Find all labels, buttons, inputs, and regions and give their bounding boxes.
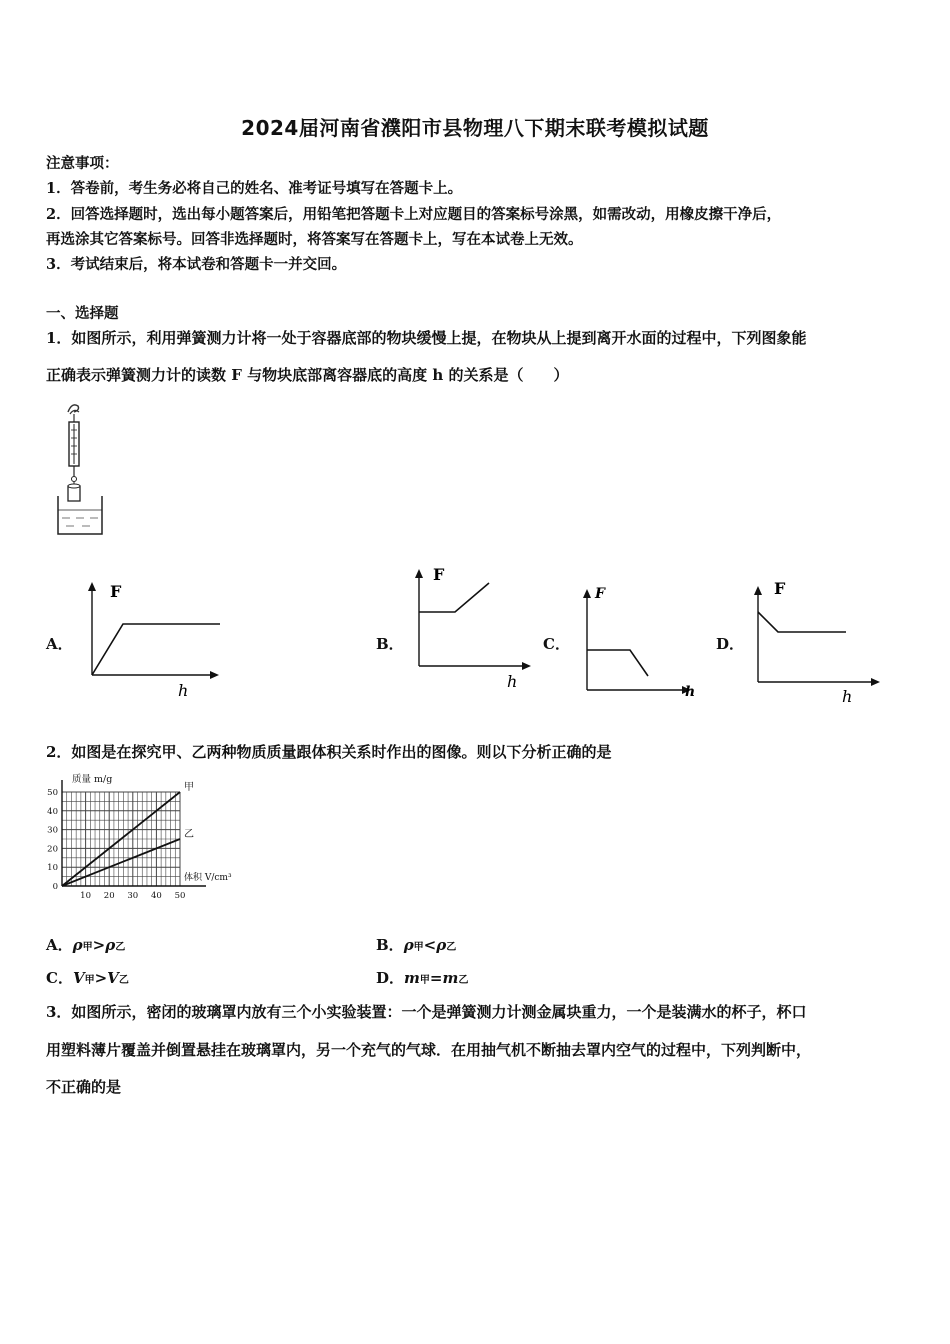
q2-stem: 2．如图是在探究甲、乙两种物质质量跟体积关系时作出的图像。则以下分析正确的是: [46, 743, 612, 761]
y-tick-label: 0: [52, 882, 58, 892]
operator: <: [423, 936, 437, 954]
series-line: [62, 839, 180, 886]
volume-symbol: V: [72, 969, 85, 987]
rho-symbol: ρ: [403, 936, 414, 954]
spring-scale-apparatus-illustration: [52, 400, 104, 538]
q1-d-x-label: h: [842, 687, 853, 705]
subscript-yi: 乙: [446, 942, 457, 953]
subscript-jia: 甲: [419, 975, 430, 986]
operator: >: [92, 936, 106, 954]
subscript-yi: 乙: [458, 975, 469, 986]
y-tick-label: 20: [47, 844, 58, 855]
x-tick-label: 50: [174, 891, 186, 901]
q1-b-y-label: F: [433, 565, 445, 584]
y-tick-label: 10: [47, 863, 58, 874]
rho-symbol: ρ: [72, 936, 83, 954]
notice-item: 1．答卷前，考生务必将自己的姓名、准考证号填写在答题卡上。: [46, 180, 463, 197]
q2-option-d[interactable]: [376, 967, 468, 988]
q3-stem-line2: 用塑料薄片覆盖并倒置悬挂在玻璃罩内，另一个充气的气球．在用抽气机不断抽去罩内空气的过程中，下列判断中，: [46, 1041, 812, 1059]
notice-heading: 注意事项：: [46, 155, 119, 172]
q2-option-a[interactable]: [46, 934, 125, 955]
x-tick-label: 30: [127, 891, 139, 901]
q2-option-c[interactable]: [46, 967, 129, 988]
notice-item: 再选涂其它答案标号。回答非选择题时，将答案写在答题卡上，写在本试卷上无效。: [46, 231, 583, 248]
subscript-yi: 乙: [115, 942, 126, 953]
x-tick-label: 40: [150, 891, 162, 901]
q1-a-x-label: h: [178, 681, 189, 700]
q1-option-c-label[interactable]: C．: [543, 635, 570, 653]
q1-d-y-label: F: [774, 579, 786, 598]
mass-symbol: m: [442, 969, 459, 987]
section-heading: 一、选择题: [46, 305, 119, 322]
q1-option-a-label[interactable]: A．: [46, 635, 73, 653]
q1-c-y-label: F: [595, 586, 605, 602]
q3-stem-line1: 3．如图所示，密闭的玻璃罩内放有三个小实验装置：一个是弹簧测力计测金属块重力，一个是装满水的杯子，杯口: [46, 1003, 807, 1021]
notice-item: 3．考试结束后，将本试卷和答题卡一并交回。: [46, 256, 347, 273]
y-axis-label: 质量 m/g: [72, 774, 113, 785]
rho-symbol: ρ: [436, 936, 447, 954]
x-tick-label: 20: [103, 891, 115, 901]
y-tick-label: 50: [47, 788, 58, 798]
notice-item: 2．回答选择题时，选出每小题答案后，用铅笔把答题卡上对应题目的答案标号涂黑，如需改动，用橡皮擦干净后，: [46, 206, 782, 223]
subscript-yi: 乙: [118, 975, 129, 986]
page-title: 2024届河南省濮阳市县物理八下期末联考模拟试题: [241, 116, 709, 140]
q2-option-b[interactable]: [376, 934, 456, 955]
q1-a-y-label: F: [110, 582, 122, 601]
y-tick-label: 30: [47, 825, 58, 836]
q2-option-b-label: B．: [376, 936, 404, 954]
q1-b-x-label: h: [507, 672, 518, 691]
q1-option-b-label[interactable]: B．: [376, 635, 404, 653]
q1-option-b-graph: [405, 560, 555, 695]
q2-option-a-label: A．: [46, 936, 73, 954]
operator: =: [429, 969, 443, 987]
q3-stem-line3: 不正确的是: [46, 1078, 122, 1096]
q1-stem-line1: 1．如图所示，利用弹簧测力计将一处于容器底部的物块缓慢上提，在物块从上提到离开水面的过程中，下列图象能: [46, 329, 807, 347]
q1-option-c-graph: [575, 580, 705, 705]
q2-mass-volume-chart: [44, 768, 264, 903]
q1-c-x-label: h: [685, 684, 696, 700]
subscript-jia: 甲: [82, 942, 93, 953]
q1-option-a-graph: [80, 570, 230, 705]
x-tick-label: 10: [80, 891, 92, 901]
x-axis-label: 体积 V/cm³: [184, 873, 232, 883]
subscript-jia: 甲: [84, 975, 95, 986]
series-label: 甲: [184, 782, 194, 793]
subscript-jia: 甲: [413, 942, 424, 953]
q2-option-c-label: C．: [46, 969, 73, 987]
rho-symbol: ρ: [105, 936, 116, 954]
q1-option-d-graph: [748, 572, 888, 705]
q1-option-d-label[interactable]: D．: [716, 635, 745, 653]
q2-option-d-label: D．: [376, 969, 405, 987]
operator: >: [94, 969, 108, 987]
mass-symbol: m: [404, 969, 420, 987]
y-tick-label: 40: [47, 806, 58, 817]
series-label: 乙: [184, 829, 194, 840]
q1-stem-line2: 正确表示弹簧测力计的读数 F 与物块底部离容器底的高度 h 的关系是（ ）: [46, 366, 569, 384]
volume-symbol: V: [107, 969, 119, 987]
